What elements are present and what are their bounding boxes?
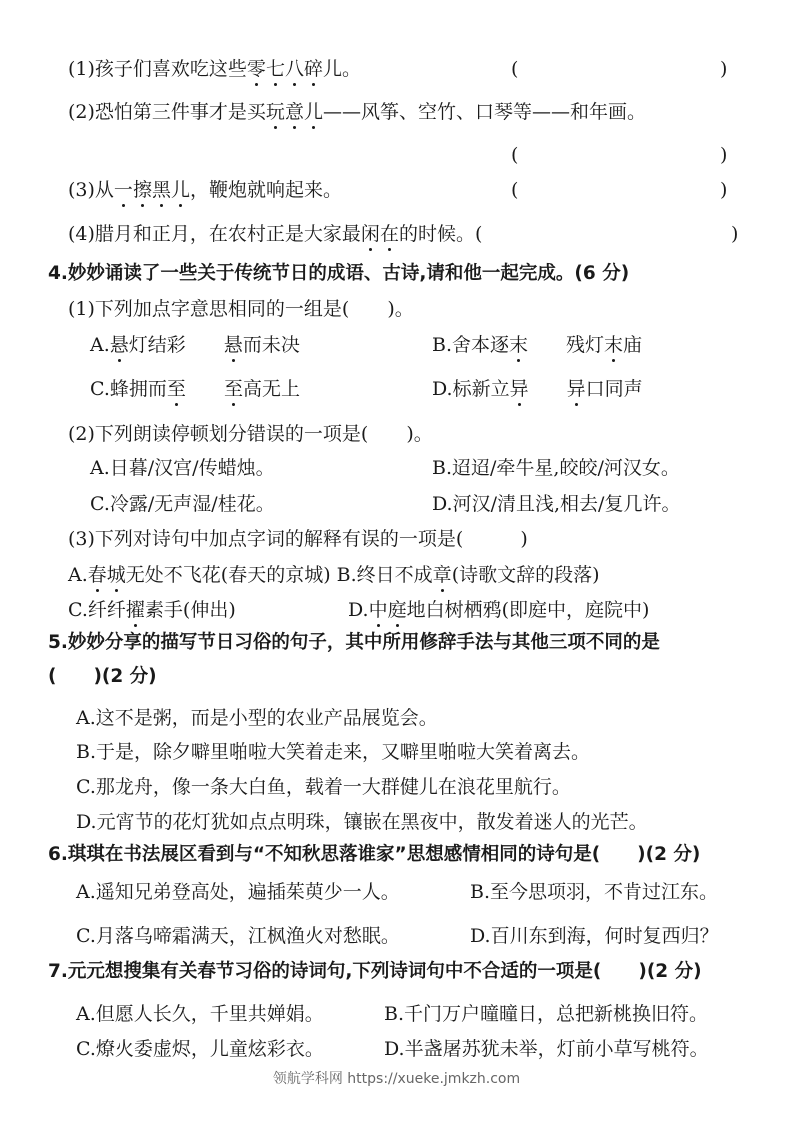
dotted-char: 春 <box>87 564 107 586</box>
dotted-text <box>361 223 399 245</box>
dotted-char: 悬 <box>109 334 129 356</box>
q4-s1-option-c[interactable]: C.蜂拥而至 至高无上 <box>90 378 300 400</box>
q7-option-a[interactable]: A.但愿人长久，千里共婵娟。 <box>76 1003 324 1025</box>
q4-s1-option-a[interactable]: A.悬灯结彩 悬而未决 <box>90 334 300 356</box>
dotted-text <box>247 58 323 80</box>
q3-item-2: (2)恐怕第三件事才是买玩意儿——风筝、空竹、口琴等——和年画。 <box>68 101 646 123</box>
dotted-char: 零 <box>246 58 266 80</box>
dotted-char: 悬 <box>223 334 243 356</box>
q4-s2-option-b[interactable]: B.迢迢/牵牛星,皎皎/河汉女。 <box>432 457 680 479</box>
dotted-text <box>369 599 407 621</box>
q3-item-3: (3)从一擦黑儿，鞭炮就响起来。 <box>68 179 342 201</box>
q4-s2-option-a[interactable]: A.日暮/汉宫/传蜡烛。 <box>90 457 275 479</box>
q3-item-1: (1)孩子们喜欢吃这些零七八碎儿。 <box>68 58 361 80</box>
dotted-char: 儿 <box>303 101 323 123</box>
answer-paren-open[interactable]: ( <box>474 223 483 245</box>
dotted-char: 八 <box>284 58 304 80</box>
q4-s3-option-a[interactable]: A.春城无处不飞花(春天的京城) B.终日不成章(诗歌文辞的段落) <box>68 564 600 586</box>
q4-s1-option-d[interactable]: D.标新立异 异口同声 <box>432 378 643 400</box>
dotted-char: 至 <box>223 378 243 400</box>
answer-paren-open[interactable]: ( <box>511 144 519 166</box>
q6-option-a[interactable]: A.遥知兄弟登高处，遍插茱萸少一人。 <box>76 881 400 903</box>
q6-option-b[interactable]: B.至今思项羽，不肯过江东。 <box>470 881 719 903</box>
dotted-text <box>266 101 323 123</box>
dotted-char: 黑 <box>151 179 171 201</box>
dotted-char: 擦 <box>132 179 152 201</box>
answer-paren-close: ) <box>720 58 728 80</box>
dotted-text <box>88 564 126 586</box>
q7-option-d[interactable]: D.半盏屠苏犹未举，灯前小草写桃符。 <box>384 1038 709 1060</box>
answer-paren-open[interactable]: ( <box>511 58 519 80</box>
question-5-title: 5.妙妙分享的描写节日习俗的句子，其中所用修辞手法与其他三项不同的是 <box>48 632 660 653</box>
q3-item-4: (4)腊月和正月，在农村正是大家最闲在的时候。( <box>68 223 483 245</box>
q5-option-b[interactable]: B.于是，除夕噼里啪啦大笑着走来，又噼里啪啦大笑着离去。 <box>76 741 591 763</box>
q4-s3-option-d[interactable]: D.中庭地白树栖鸦(即庭中，庭院中) <box>348 599 650 621</box>
q7-option-b[interactable]: B.千门万户曈曈日，总把新桃换旧符。 <box>384 1003 709 1025</box>
question-4-title: 4.妙妙诵读了一些关于传统节日的成语、古诗,请和他一起完成。(6 分) <box>48 263 630 284</box>
q5-option-a[interactable]: A.这不是粥，而是小型的农业产品展览会。 <box>76 707 438 729</box>
dotted-char: 碎 <box>303 58 323 80</box>
dotted-char: 中 <box>368 599 388 621</box>
answer-paren-close: ) <box>731 223 739 245</box>
q4-s3-option-c[interactable]: C.纤纤擢素手(伸出) <box>68 599 236 621</box>
dotted-char: 末 <box>604 334 624 356</box>
q6-option-d[interactable]: D.百川东到海，何时复西归？ <box>470 925 719 947</box>
question-6-title: 6.琪琪在书法展区看到与“不知秋思落谁家”思想感情相同的诗句是( )(2 分) <box>48 844 701 865</box>
dotted-char: 儿 <box>170 179 190 201</box>
dotted-char: 在 <box>379 223 399 245</box>
dotted-char: 至 <box>166 378 186 400</box>
dotted-char: 异 <box>566 378 586 400</box>
q4-s1-stem: (1)下列加点字意思相同的一组是( )。 <box>68 298 414 320</box>
dotted-char: 闲 <box>360 223 380 245</box>
q5-option-d[interactable]: D.元宵节的花灯犹如点点明珠，镶嵌在黑夜中，散发着迷人的光芒。 <box>76 811 648 833</box>
answer-paren-close: ) <box>720 179 728 201</box>
dotted-char: 一 <box>113 179 133 201</box>
dotted-char: 末 <box>509 334 529 356</box>
q5-option-c[interactable]: C.那龙舟，像一条大白鱼，载着一大群健儿在浪花里航行。 <box>76 776 571 798</box>
q4-s3-stem: (3)下列对诗句中加点字词的解释有误的一项是( ) <box>68 528 528 550</box>
q4-s2-option-d[interactable]: D.河汉/清且浅,相去/复几许。 <box>432 493 681 515</box>
dotted-text <box>114 179 190 201</box>
dotted-char: 意 <box>284 101 304 123</box>
dotted-char: 玩 <box>265 101 285 123</box>
dotted-char: 庭 <box>387 599 407 621</box>
dotted-char: 异 <box>509 378 529 400</box>
answer-paren-open[interactable]: ( <box>511 179 519 201</box>
dotted-char: 章 <box>432 564 452 586</box>
dotted-char: 七 <box>265 58 285 80</box>
question-5-title-cont: ( )(2 分) <box>48 666 157 687</box>
dotted-char: 擢 <box>125 599 145 621</box>
footer-watermark: 领航学科网 https://xueke.jmkzh.com <box>272 1071 521 1087</box>
q4-s1-option-b[interactable]: B.舍本逐末 残灯末庙 <box>432 334 643 356</box>
question-7-title: 7.元元想搜集有关春节习俗的诗词句,下列诗词句中不合适的一项是( )(2 分) <box>48 961 702 982</box>
dotted-char: 城 <box>106 564 126 586</box>
q4-s2-option-c[interactable]: C.冷露/无声湿/桂花。 <box>90 493 275 515</box>
q7-option-c[interactable]: C.燎火委虚烬，儿童炫彩衣。 <box>76 1038 324 1060</box>
q6-option-c[interactable]: C.月落乌啼霜满天，江枫渔火对愁眠。 <box>76 925 400 947</box>
answer-paren-close: ) <box>720 144 728 166</box>
q4-s2-stem: (2)下列朗读停顿划分错误的一项是( )。 <box>68 423 433 445</box>
